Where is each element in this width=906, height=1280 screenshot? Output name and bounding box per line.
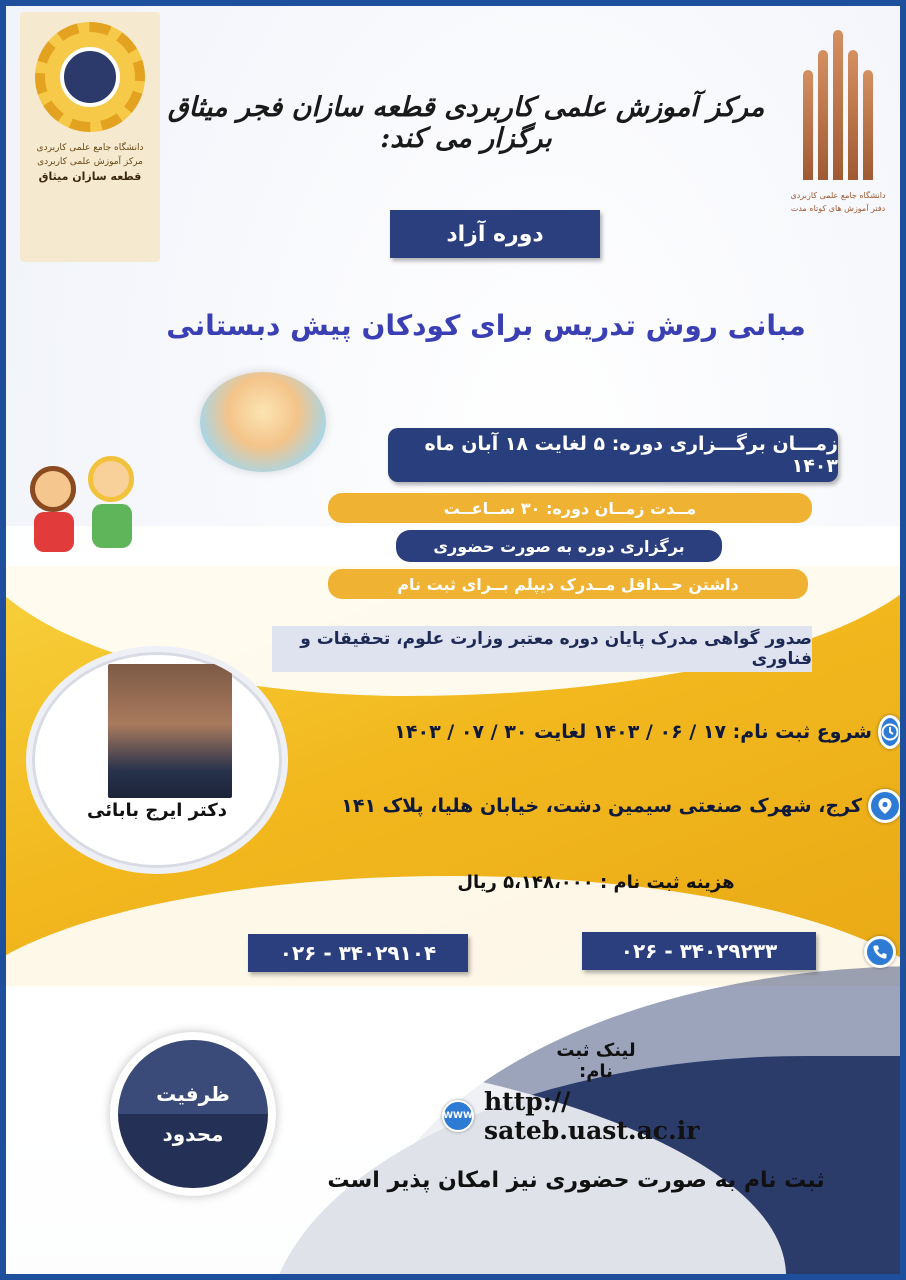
registration-fee: هزینه ثبت نام : ۵،۱۴۸،۰۰۰ ریال: [457, 872, 735, 893]
course-duration-bar: مــدت زمــان دوره: ۳۰ ســاعــت: [328, 493, 812, 523]
course-mode-bar: برگزاری دوره به صورت حضوری: [396, 530, 722, 562]
phone-icon: [864, 936, 896, 968]
instructor-name: دکتر ایرج بابائی: [87, 800, 227, 821]
course-requirement-bar: داشتن حــداقل مــدرک دیپلم بــرای ثبت نام: [328, 569, 808, 599]
left-logo-line1: دانشگاه جامع علمی کاربردی: [36, 143, 144, 153]
www-globe-icon: WWW: [442, 1100, 474, 1132]
instructor-photo: [108, 664, 232, 798]
registration-link-label: لینک ثبت نام:: [556, 1040, 636, 1082]
phone-number-1[interactable]: ۰۲۶ - ۳۴۰۲۹۲۳۳: [582, 932, 816, 970]
address-row: [326, 786, 900, 826]
poster: [6, 6, 900, 1274]
registration-period-row: [394, 712, 900, 752]
capacity-line2: محدود: [118, 1114, 268, 1188]
capacity-line1: ظرفیت: [118, 1040, 268, 1114]
left-logo-text: [37, 142, 144, 186]
location-pin-icon: [868, 789, 900, 823]
gear-emblem-icon: [35, 22, 145, 132]
instructor-card: [26, 646, 288, 874]
pillars-emblem-icon: [803, 30, 873, 180]
right-logo-line1: دانشگاه جامع علمی کاربردی: [790, 191, 886, 200]
address-text: کرج، شهرک صنعتی سیمین دشت، خیابان هلیا، پلاک ۱۴۱: [341, 795, 862, 817]
capacity-badge: [110, 1032, 276, 1196]
left-logo-line3: قطعه سازان میثاق: [38, 170, 142, 183]
left-logo: [20, 12, 160, 262]
registration-period-text: شروع ثبت نام: ۱۷ / ۰۶ / ۱۴۰۳ لغایت ۳۰ / ۰۷ / ۱۴۰۳: [394, 721, 872, 743]
left-logo-line2: مرکز آموزش علمی کاربردی: [37, 156, 143, 167]
registration-link-row[interactable]: [442, 1087, 772, 1145]
right-logo-text: [790, 190, 885, 216]
course-type-tag: دوره آزاد: [390, 210, 600, 258]
certificate-bar: صدور گواهی مدرک پایان دوره معتبر وزارت علوم، تحقیقات و فناوری: [272, 626, 812, 672]
page-title: مرکز آموزش علمی کاربردی قطعه سازان فجر میثاق برگزار می کند:: [167, 92, 765, 154]
course-title: مبانی روش تدریس برای کودکان پیش دبستانی: [166, 309, 806, 342]
clock-icon: [878, 715, 900, 749]
right-logo: [786, 20, 890, 250]
right-logo-line2: دفتر آموزش های کوتاه مدت: [790, 203, 886, 213]
registration-link[interactable]: http:// sateb.uast.ac.ir: [484, 1087, 700, 1145]
course-time-bar: زمـــان برگـــزاری دوره: ۵ لغایت ۱۸ آبان ماه ۱۴۰۳: [388, 428, 838, 482]
phone-number-2[interactable]: ۰۲۶ - ۳۴۰۲۹۱۰۴: [248, 934, 468, 972]
in-person-note: ثبت نام به صورت حضوری نیز امکان پذیر است: [327, 1168, 825, 1193]
kids-illustration: [26, 452, 141, 557]
classroom-illustration: [200, 372, 326, 472]
pen-nib-icon: [60, 47, 120, 107]
